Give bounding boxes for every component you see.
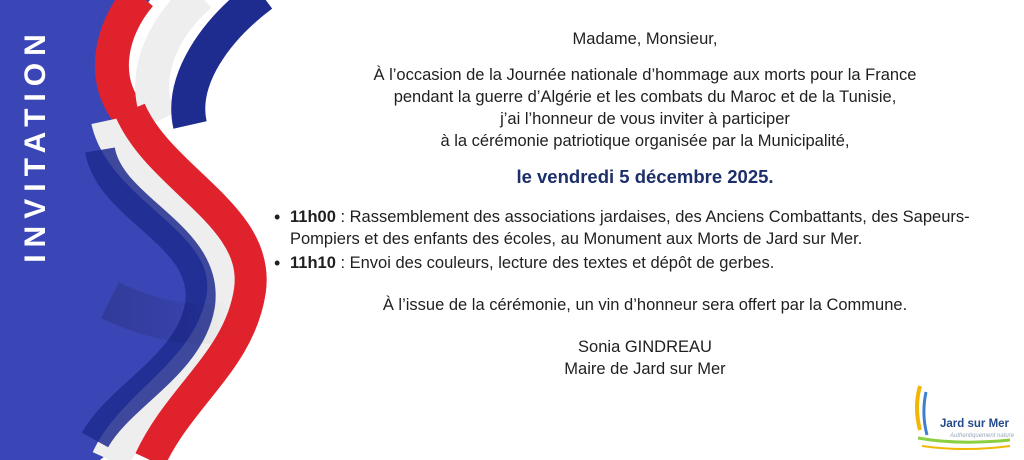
intro-line: à la cérémonie patriotique organisée par la Municipalité,: [440, 132, 850, 150]
signatory-role: Maire de Jard sur Mer: [564, 360, 726, 378]
salutation: Madame, Monsieur,: [572, 30, 718, 48]
schedule-list: [270, 206, 1020, 274]
invitation-body: [270, 28, 1020, 380]
intro-line: pendant la guerre d’Algérie et les combats du Maroc et de la Tunisie,: [393, 88, 897, 106]
signatory-name: Sonia GINDREAU: [578, 338, 712, 356]
schedule-text: : Envoi des couleurs, lecture des textes et dépôt de gerbes.: [335, 254, 775, 272]
invitation-title: INVITATION: [19, 27, 52, 263]
schedule-item: [270, 252, 1020, 274]
flag-ribbon-panel: [0, 0, 290, 460]
jard-sur-mer-logo: [910, 380, 1020, 455]
event-date: le vendredi 5 décembre 2025.: [516, 166, 774, 187]
schedule-time: 11h00: [290, 208, 336, 226]
intro-line: À l’occasion de la Journée nationale d’hommage aux morts pour la France: [373, 66, 917, 84]
schedule-text: : Rassemblement des associations jardaises, des Anciens Combattants, des Sapeurs-Pompiers et des enfants des écoles, au Monument aux Morts de Jard sur Mer.: [290, 208, 970, 248]
logo-tagline: Authentiquement nature: [950, 433, 1015, 439]
closing-note: À l’issue de la cérémonie, un vin d’honneur sera offert par la Commune.: [382, 296, 908, 314]
schedule-item: [270, 206, 1020, 250]
intro-paragraph: [270, 64, 1020, 152]
intro-line: j’ai l’honneur de vous inviter à participer: [500, 110, 790, 128]
logo-name: Jard sur Mer: [940, 418, 1010, 430]
schedule-time: 11h10: [290, 254, 336, 272]
signature-block: [270, 336, 1020, 380]
